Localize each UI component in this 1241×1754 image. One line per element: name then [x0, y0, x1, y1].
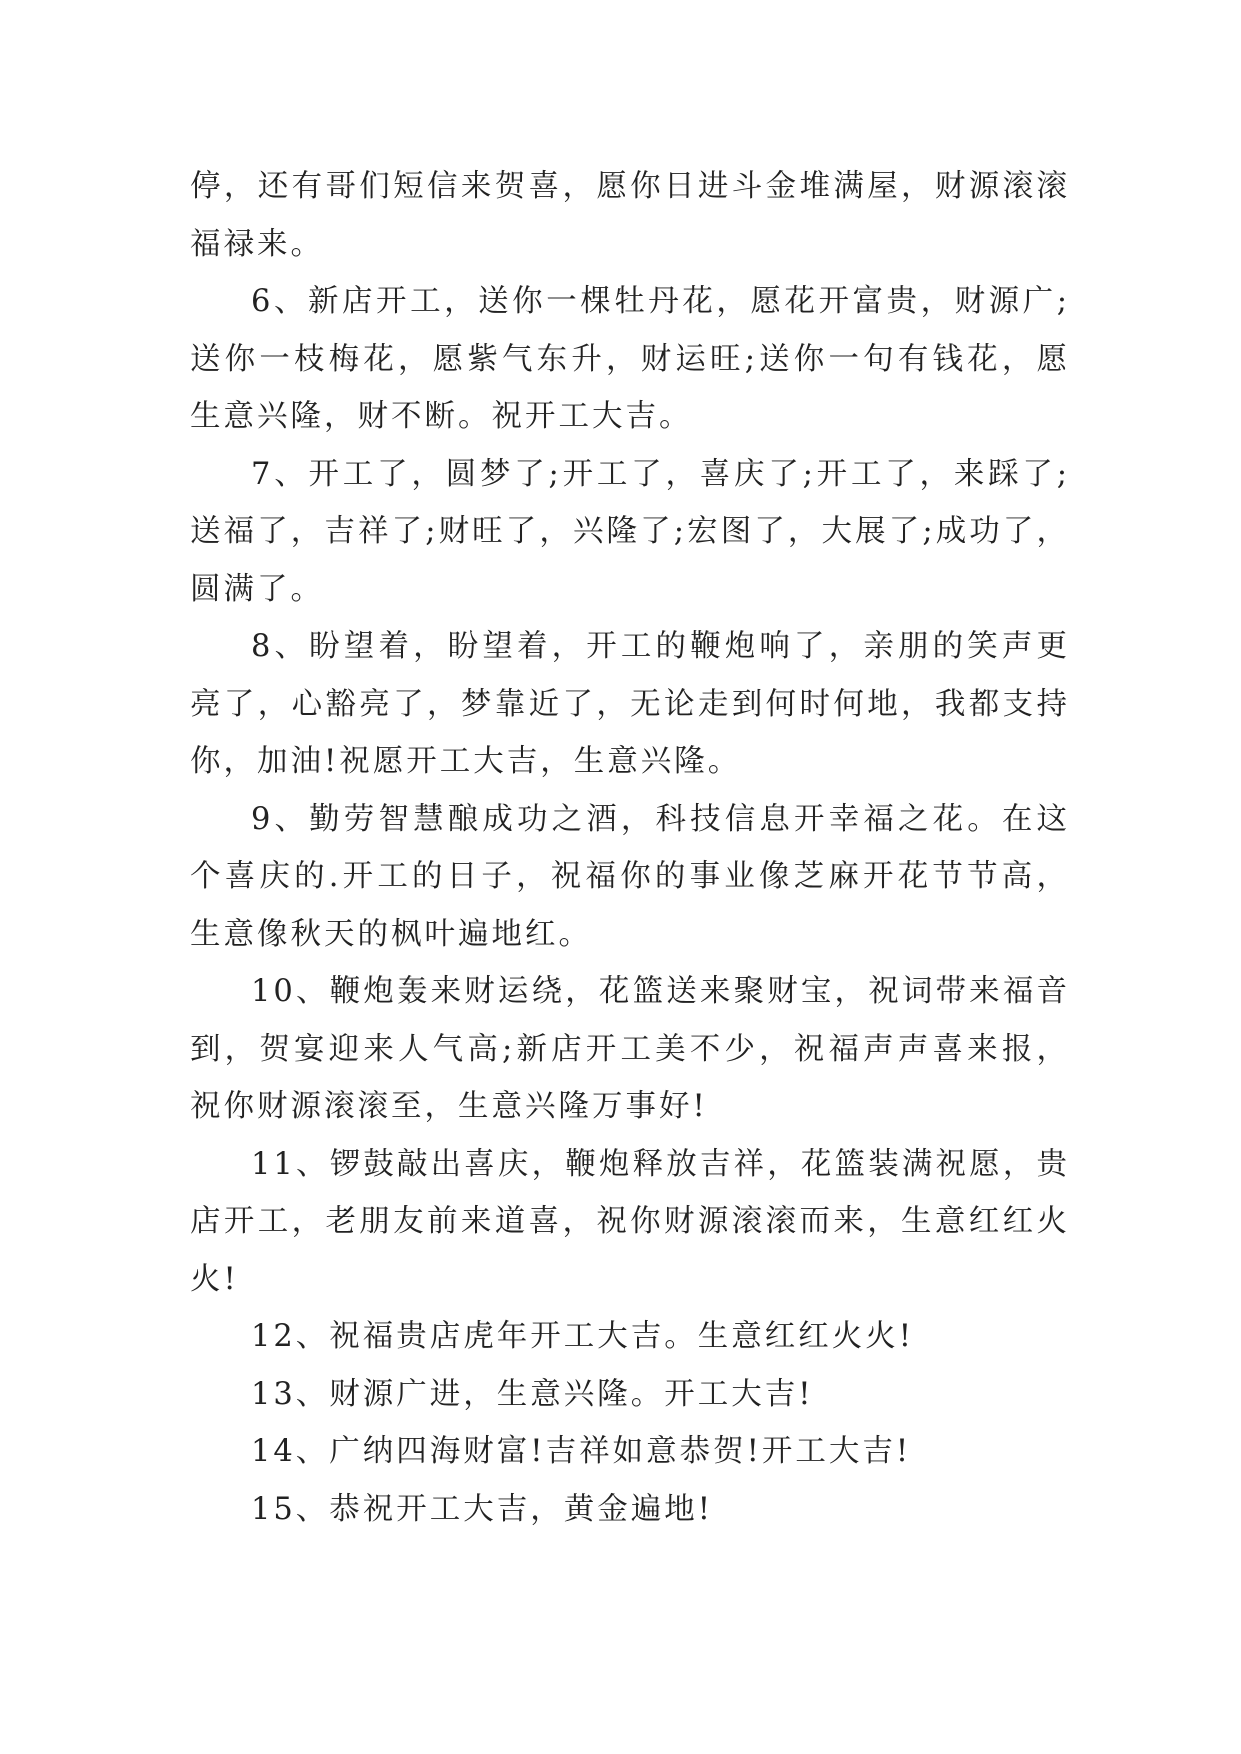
- paragraph-item-13: 13、财源广进，生意兴隆。开工大吉!: [251, 1376, 814, 1412]
- paragraph-item-7: 7、开工了，圆梦了;开工了，喜庆了;开工了，来踩了;送福了，吉祥了;财旺了，兴隆了;宏图了，大展了;成功了，圆满了。: [190, 456, 1070, 607]
- paragraph-item-15: 15、恭祝开工大吉，黄金遍地!: [251, 1491, 714, 1527]
- paragraph-item-8: 8、盼望着，盼望着，开工的鞭炮响了，亲朋的笑声更亮了，心豁亮了，梦靠近了，无论走到何时何地，我都支持你，加油!祝愿开工大吉，生意兴隆。: [190, 629, 1070, 779]
- paragraph-item-9: 9、勤劳智慧酿成功之酒，科技信息开幸福之花。在这个喜庆的.开工的日子，祝福你的事业像芝麻开花节节高，生意像秋天的枫叶遍地红。: [190, 801, 1070, 952]
- paragraph-item-11: 11、锣鼓敲出喜庆，鞭炮释放吉祥，花篮装满祝愿，贵店开工，老朋友前来道喜，祝你财源滚滚而来，生意红红火火!: [190, 1146, 1070, 1297]
- paragraph-item-12: 12、祝福贵店虎年开工大吉。生意红红火火!: [251, 1319, 915, 1354]
- paragraph-continuation: 停，还有哥们短信来贺喜，愿你日进斗金堆满屋，财源滚滚福禄来。: [190, 169, 1070, 262]
- paragraph-item-10: 10、鞭炮轰来财运绕，花篮送来聚财宝，祝词带来福音到，贺宴迎来人气高;新店开工美不少，祝福声声喜来报，祝你财源滚滚至，生意兴隆万事好!: [190, 974, 1070, 1124]
- paragraph-item-14: 14、广纳四海财富!吉祥如意恭贺!开工大吉!: [251, 1434, 912, 1469]
- document-body: [190, 158, 1070, 1538]
- paragraph-item-6: 6、新店开工，送你一棵牡丹花，愿花开富贵，财源广;送你一枝梅花，愿紫气东升，财运旺;送你一句有钱花，愿生意兴隆，财不断。祝开工大吉。: [190, 284, 1070, 434]
